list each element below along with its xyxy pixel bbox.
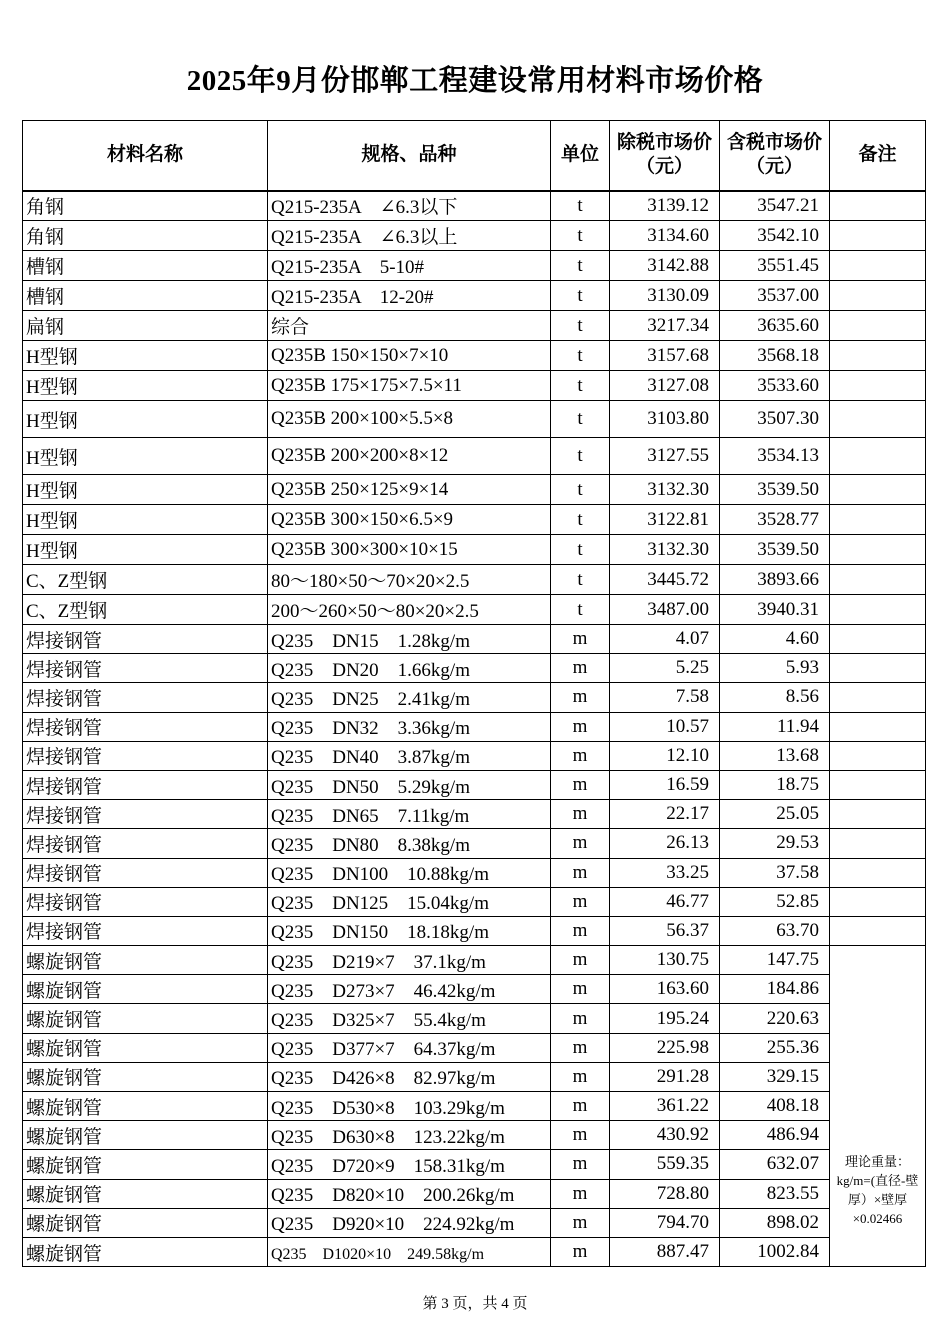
spec-cell: Q235 D325×7 55.4kg/m: [268, 1004, 551, 1033]
material-name-cell: 螺旋钢管: [23, 1237, 268, 1266]
unit-cell: t: [551, 505, 610, 535]
table-row: [23, 858, 926, 887]
unit-cell: m: [551, 741, 610, 770]
price-ex-tax-cell: 130.75: [610, 946, 720, 975]
spec-cell: Q235 D426×8 82.97kg/m: [268, 1062, 551, 1091]
price-ex-tax-cell: 291.28: [610, 1062, 720, 1091]
unit-cell: t: [551, 341, 610, 371]
price-ex-tax-cell: 3132.30: [610, 475, 720, 505]
unit-cell: t: [551, 251, 610, 281]
unit-cell: m: [551, 1092, 610, 1121]
table-row: [23, 946, 926, 975]
price-inc-tax-cell: 3507.30: [720, 401, 830, 438]
material-name-cell: H型钢: [23, 401, 268, 438]
table-row: [23, 916, 926, 945]
price-ex-tax-cell: 5.25: [610, 654, 720, 683]
unit-cell: m: [551, 1004, 610, 1033]
price-inc-tax-cell: 3528.77: [720, 505, 830, 535]
spec-cell: Q235B 300×150×6.5×9: [268, 505, 551, 535]
remark-cell: [830, 887, 926, 916]
unit-cell: t: [551, 475, 610, 505]
table-row: [23, 829, 926, 858]
unit-cell: t: [551, 401, 610, 438]
price-ex-tax-cell: 3157.68: [610, 341, 720, 371]
table-row: [23, 281, 926, 311]
price-ex-tax-cell: 3132.30: [610, 535, 720, 565]
price-ex-tax-cell: 3445.72: [610, 565, 720, 595]
price-inc-tax-cell: 632.07: [720, 1150, 830, 1179]
header-unit: 单位: [551, 121, 610, 191]
price-ex-tax-cell: 163.60: [610, 975, 720, 1004]
unit-cell: m: [551, 625, 610, 654]
remark-cell: [830, 858, 926, 887]
header-price-inc-tax: 含税市场价（元）: [720, 121, 830, 191]
material-name-cell: 槽钢: [23, 251, 268, 281]
price-inc-tax-cell: 3940.31: [720, 595, 830, 625]
spec-cell: Q235 D820×10 200.26kg/m: [268, 1179, 551, 1208]
unit-cell: m: [551, 683, 610, 712]
table-row: [23, 475, 926, 505]
table-row: [23, 1004, 926, 1033]
material-name-cell: 角钢: [23, 221, 268, 251]
remark-cell: [830, 829, 926, 858]
price-inc-tax-cell: 3635.60: [720, 311, 830, 341]
remark-cell: [830, 281, 926, 311]
remark-cell: [830, 770, 926, 799]
spec-cell: 综合: [268, 311, 551, 341]
unit-cell: m: [551, 829, 610, 858]
table-row: [23, 595, 926, 625]
remark-cell: [830, 401, 926, 438]
material-name-cell: 角钢: [23, 191, 268, 221]
unit-cell: t: [551, 191, 610, 221]
price-inc-tax-cell: 3533.60: [720, 371, 830, 401]
price-ex-tax-cell: 3487.00: [610, 595, 720, 625]
price-inc-tax-cell: 255.36: [720, 1033, 830, 1062]
spec-cell: Q235 DN100 10.88kg/m: [268, 858, 551, 887]
table-row: [23, 311, 926, 341]
spec-cell: Q235 DN65 7.11kg/m: [268, 800, 551, 829]
table-row: [23, 975, 926, 1004]
spec-cell: Q235B 200×100×5.5×8: [268, 401, 551, 438]
material-name-cell: H型钢: [23, 438, 268, 475]
remark-cell: [830, 916, 926, 945]
material-name-cell: 焊接钢管: [23, 770, 268, 799]
material-name-cell: H型钢: [23, 371, 268, 401]
material-name-cell: 螺旋钢管: [23, 1179, 268, 1208]
price-inc-tax-cell: 3551.45: [720, 251, 830, 281]
spec-cell: Q215-235A ∠6.3以下: [268, 191, 551, 221]
remark-cell: [830, 341, 926, 371]
unit-cell: m: [551, 946, 610, 975]
spec-cell: Q215-235A 12-20#: [268, 281, 551, 311]
price-ex-tax-cell: 10.57: [610, 712, 720, 741]
remark-cell: [830, 595, 926, 625]
price-inc-tax-cell: 3542.10: [720, 221, 830, 251]
table-row: [23, 438, 926, 475]
material-name-cell: 焊接钢管: [23, 654, 268, 683]
price-ex-tax-cell: 430.92: [610, 1121, 720, 1150]
spec-cell: Q235 DN50 5.29kg/m: [268, 770, 551, 799]
price-inc-tax-cell: 8.56: [720, 683, 830, 712]
spec-cell: Q235 D273×7 46.42kg/m: [268, 975, 551, 1004]
price-ex-tax-cell: 56.37: [610, 916, 720, 945]
remark-cell: [830, 191, 926, 221]
material-name-cell: 螺旋钢管: [23, 946, 268, 975]
spec-cell: Q215-235A 5-10#: [268, 251, 551, 281]
remark-cell: [830, 654, 926, 683]
remark-cell: [830, 475, 926, 505]
price-inc-tax-cell: 1002.84: [720, 1237, 830, 1266]
table-row: [23, 625, 926, 654]
unit-cell: m: [551, 770, 610, 799]
material-name-cell: 螺旋钢管: [23, 975, 268, 1004]
material-name-cell: 螺旋钢管: [23, 1150, 268, 1179]
material-name-cell: H型钢: [23, 535, 268, 565]
unit-cell: m: [551, 1121, 610, 1150]
spec-cell: Q235 DN40 3.87kg/m: [268, 741, 551, 770]
price-ex-tax-cell: 3134.60: [610, 221, 720, 251]
price-inc-tax-cell: 63.70: [720, 916, 830, 945]
unit-cell: t: [551, 595, 610, 625]
header-name: 材料名称: [23, 121, 268, 191]
price-inc-tax-cell: 18.75: [720, 770, 830, 799]
table-row: [23, 401, 926, 438]
price-ex-tax-cell: 3127.55: [610, 438, 720, 475]
table-row: [23, 887, 926, 916]
price-inc-tax-cell: 3539.50: [720, 475, 830, 505]
spec-cell: Q235 D530×8 103.29kg/m: [268, 1092, 551, 1121]
material-name-cell: 焊接钢管: [23, 829, 268, 858]
remark-cell: [830, 565, 926, 595]
unit-cell: t: [551, 311, 610, 341]
table-row: [23, 1179, 926, 1208]
price-ex-tax-cell: 26.13: [610, 829, 720, 858]
table-row: [23, 191, 926, 221]
material-name-cell: 扁钢: [23, 311, 268, 341]
page-footer: 第 3 页，共 4 页: [422, 1296, 528, 1312]
table-row: [23, 565, 926, 595]
remark-cell: [830, 683, 926, 712]
price-ex-tax-cell: 22.17: [610, 800, 720, 829]
spec-cell: Q235B 150×150×7×10: [268, 341, 551, 371]
price-inc-tax-cell: 147.75: [720, 946, 830, 975]
spec-cell: Q235B 250×125×9×14: [268, 475, 551, 505]
material-name-cell: H型钢: [23, 341, 268, 371]
price-ex-tax-cell: 46.77: [610, 887, 720, 916]
material-name-cell: H型钢: [23, 475, 268, 505]
price-inc-tax-cell: 5.93: [720, 654, 830, 683]
remark-cell: [830, 505, 926, 535]
material-name-cell: C、Z型钢: [23, 565, 268, 595]
spec-cell: 80～180×50～70×20×2.5: [268, 565, 551, 595]
table-row: [23, 654, 926, 683]
page-title: 2025年9月份邯郸工程建设常用材料市场价格: [186, 65, 764, 97]
material-name-cell: 焊接钢管: [23, 887, 268, 916]
table-row: [23, 535, 926, 565]
remark-cell: [830, 741, 926, 770]
table-row: [23, 800, 926, 829]
table-row: [23, 1208, 926, 1237]
price-inc-tax-cell: 823.55: [720, 1179, 830, 1208]
remark-cell: [830, 712, 926, 741]
price-ex-tax-cell: 3217.34: [610, 311, 720, 341]
spec-cell: 200～260×50～80×20×2.5: [268, 595, 551, 625]
unit-cell: m: [551, 858, 610, 887]
table-row: [23, 1092, 926, 1121]
unit-cell: m: [551, 1208, 610, 1237]
price-ex-tax-cell: 794.70: [610, 1208, 720, 1237]
remark-cell: [830, 535, 926, 565]
material-name-cell: 螺旋钢管: [23, 1004, 268, 1033]
price-inc-tax-cell: 329.15: [720, 1062, 830, 1091]
table-row: [23, 341, 926, 371]
spec-cell: Q215-235A ∠6.3以上: [268, 221, 551, 251]
spec-cell: Q235B 175×175×7.5×11: [268, 371, 551, 401]
unit-cell: t: [551, 371, 610, 401]
spec-cell: Q235 D219×7 37.1kg/m: [268, 946, 551, 975]
price-ex-tax-cell: 3122.81: [610, 505, 720, 535]
price-ex-tax-cell: 4.07: [610, 625, 720, 654]
remark-cell: [830, 625, 926, 654]
unit-cell: m: [551, 1179, 610, 1208]
remark-cell: [830, 438, 926, 475]
spec-cell: Q235 D720×9 158.31kg/m: [268, 1150, 551, 1179]
material-name-cell: H型钢: [23, 505, 268, 535]
spec-cell: Q235 D377×7 64.37kg/m: [268, 1033, 551, 1062]
material-name-cell: 焊接钢管: [23, 712, 268, 741]
material-name-cell: 焊接钢管: [23, 858, 268, 887]
spec-cell: Q235 D1020×10 249.58kg/m: [268, 1237, 551, 1266]
unit-cell: t: [551, 565, 610, 595]
material-name-cell: 焊接钢管: [23, 916, 268, 945]
header-remark: 备注: [830, 121, 926, 191]
material-name-cell: 焊接钢管: [23, 683, 268, 712]
material-name-cell: 槽钢: [23, 281, 268, 311]
table-row: [23, 683, 926, 712]
price-ex-tax-cell: 12.10: [610, 741, 720, 770]
unit-cell: m: [551, 1033, 610, 1062]
table-row: [23, 505, 926, 535]
material-name-cell: 焊接钢管: [23, 800, 268, 829]
table-row: [23, 1033, 926, 1062]
spec-cell: Q235B 200×200×8×12: [268, 438, 551, 475]
table-header-row: [23, 121, 926, 191]
table-row: [23, 770, 926, 799]
material-name-cell: 螺旋钢管: [23, 1121, 268, 1150]
unit-cell: m: [551, 654, 610, 683]
material-name-cell: 焊接钢管: [23, 625, 268, 654]
spec-cell: Q235 DN32 3.36kg/m: [268, 712, 551, 741]
price-ex-tax-cell: 3127.08: [610, 371, 720, 401]
material-name-cell: 螺旋钢管: [23, 1033, 268, 1062]
price-inc-tax-cell: 3547.21: [720, 191, 830, 221]
unit-cell: t: [551, 221, 610, 251]
unit-cell: m: [551, 1062, 610, 1091]
table-row: [23, 712, 926, 741]
table-row: [23, 251, 926, 281]
price-ex-tax-cell: 16.59: [610, 770, 720, 799]
price-ex-tax-cell: 3139.12: [610, 191, 720, 221]
spec-cell: Q235B 300×300×10×15: [268, 535, 551, 565]
table-row: [23, 1062, 926, 1091]
spec-cell: Q235 DN25 2.41kg/m: [268, 683, 551, 712]
price-inc-tax-cell: 3537.00: [720, 281, 830, 311]
material-name-cell: 焊接钢管: [23, 741, 268, 770]
spec-cell: Q235 DN15 1.28kg/m: [268, 625, 551, 654]
price-ex-tax-cell: 225.98: [610, 1033, 720, 1062]
price-inc-tax-cell: 3893.66: [720, 565, 830, 595]
unit-cell: t: [551, 438, 610, 475]
price-inc-tax-cell: 220.63: [720, 1004, 830, 1033]
price-inc-tax-cell: 408.18: [720, 1092, 830, 1121]
price-inc-tax-cell: 184.86: [720, 975, 830, 1004]
unit-cell: m: [551, 800, 610, 829]
table-row: [23, 1237, 926, 1266]
price-ex-tax-cell: 3142.88: [610, 251, 720, 281]
header-price-ex-tax: 除税市场价（元）: [610, 121, 720, 191]
price-inc-tax-cell: 3539.50: [720, 535, 830, 565]
unit-cell: m: [551, 916, 610, 945]
unit-cell: m: [551, 1150, 610, 1179]
price-ex-tax-cell: 33.25: [610, 858, 720, 887]
spec-cell: Q235 DN125 15.04kg/m: [268, 887, 551, 916]
unit-cell: m: [551, 887, 610, 916]
unit-cell: t: [551, 281, 610, 311]
remark-cell: [830, 371, 926, 401]
material-name-cell: 螺旋钢管: [23, 1208, 268, 1237]
material-name-cell: 螺旋钢管: [23, 1062, 268, 1091]
spec-cell: Q235 DN20 1.66kg/m: [268, 654, 551, 683]
price-inc-tax-cell: 3534.13: [720, 438, 830, 475]
spec-cell: Q235 D920×10 224.92kg/m: [268, 1208, 551, 1237]
price-inc-tax-cell: 29.53: [720, 829, 830, 858]
unit-cell: m: [551, 712, 610, 741]
price-ex-tax-cell: 195.24: [610, 1004, 720, 1033]
price-ex-tax-cell: 3130.09: [610, 281, 720, 311]
price-ex-tax-cell: 7.58: [610, 683, 720, 712]
table-row: [23, 1150, 926, 1179]
price-table: [22, 120, 926, 1267]
material-name-cell: C、Z型钢: [23, 595, 268, 625]
spec-cell: Q235 DN80 8.38kg/m: [268, 829, 551, 858]
remark-cell: [830, 221, 926, 251]
price-ex-tax-cell: 3103.80: [610, 401, 720, 438]
spec-cell: Q235 D630×8 123.22kg/m: [268, 1121, 551, 1150]
table-row: [23, 371, 926, 401]
price-inc-tax-cell: 25.05: [720, 800, 830, 829]
unit-cell: m: [551, 1237, 610, 1266]
spiral-remark-cell: 理论重量：kg/m=(直径-壁厚）×壁厚×0.02466: [830, 946, 926, 1267]
price-inc-tax-cell: 898.02: [720, 1208, 830, 1237]
header-spec: 规格、品种: [268, 121, 551, 191]
price-ex-tax-cell: 361.22: [610, 1092, 720, 1121]
material-name-cell: 螺旋钢管: [23, 1092, 268, 1121]
price-inc-tax-cell: 4.60: [720, 625, 830, 654]
unit-cell: m: [551, 975, 610, 1004]
table-row: [23, 741, 926, 770]
price-inc-tax-cell: 13.68: [720, 741, 830, 770]
remark-cell: [830, 251, 926, 281]
table-row: [23, 1121, 926, 1150]
price-ex-tax-cell: 559.35: [610, 1150, 720, 1179]
price-inc-tax-cell: 486.94: [720, 1121, 830, 1150]
table-row: [23, 221, 926, 251]
unit-cell: t: [551, 535, 610, 565]
price-inc-tax-cell: 52.85: [720, 887, 830, 916]
spec-cell: Q235 DN150 18.18kg/m: [268, 916, 551, 945]
price-inc-tax-cell: 3568.18: [720, 341, 830, 371]
remark-cell: [830, 311, 926, 341]
price-inc-tax-cell: 37.58: [720, 858, 830, 887]
price-ex-tax-cell: 887.47: [610, 1237, 720, 1266]
price-inc-tax-cell: 11.94: [720, 712, 830, 741]
remark-cell: [830, 800, 926, 829]
price-ex-tax-cell: 728.80: [610, 1179, 720, 1208]
